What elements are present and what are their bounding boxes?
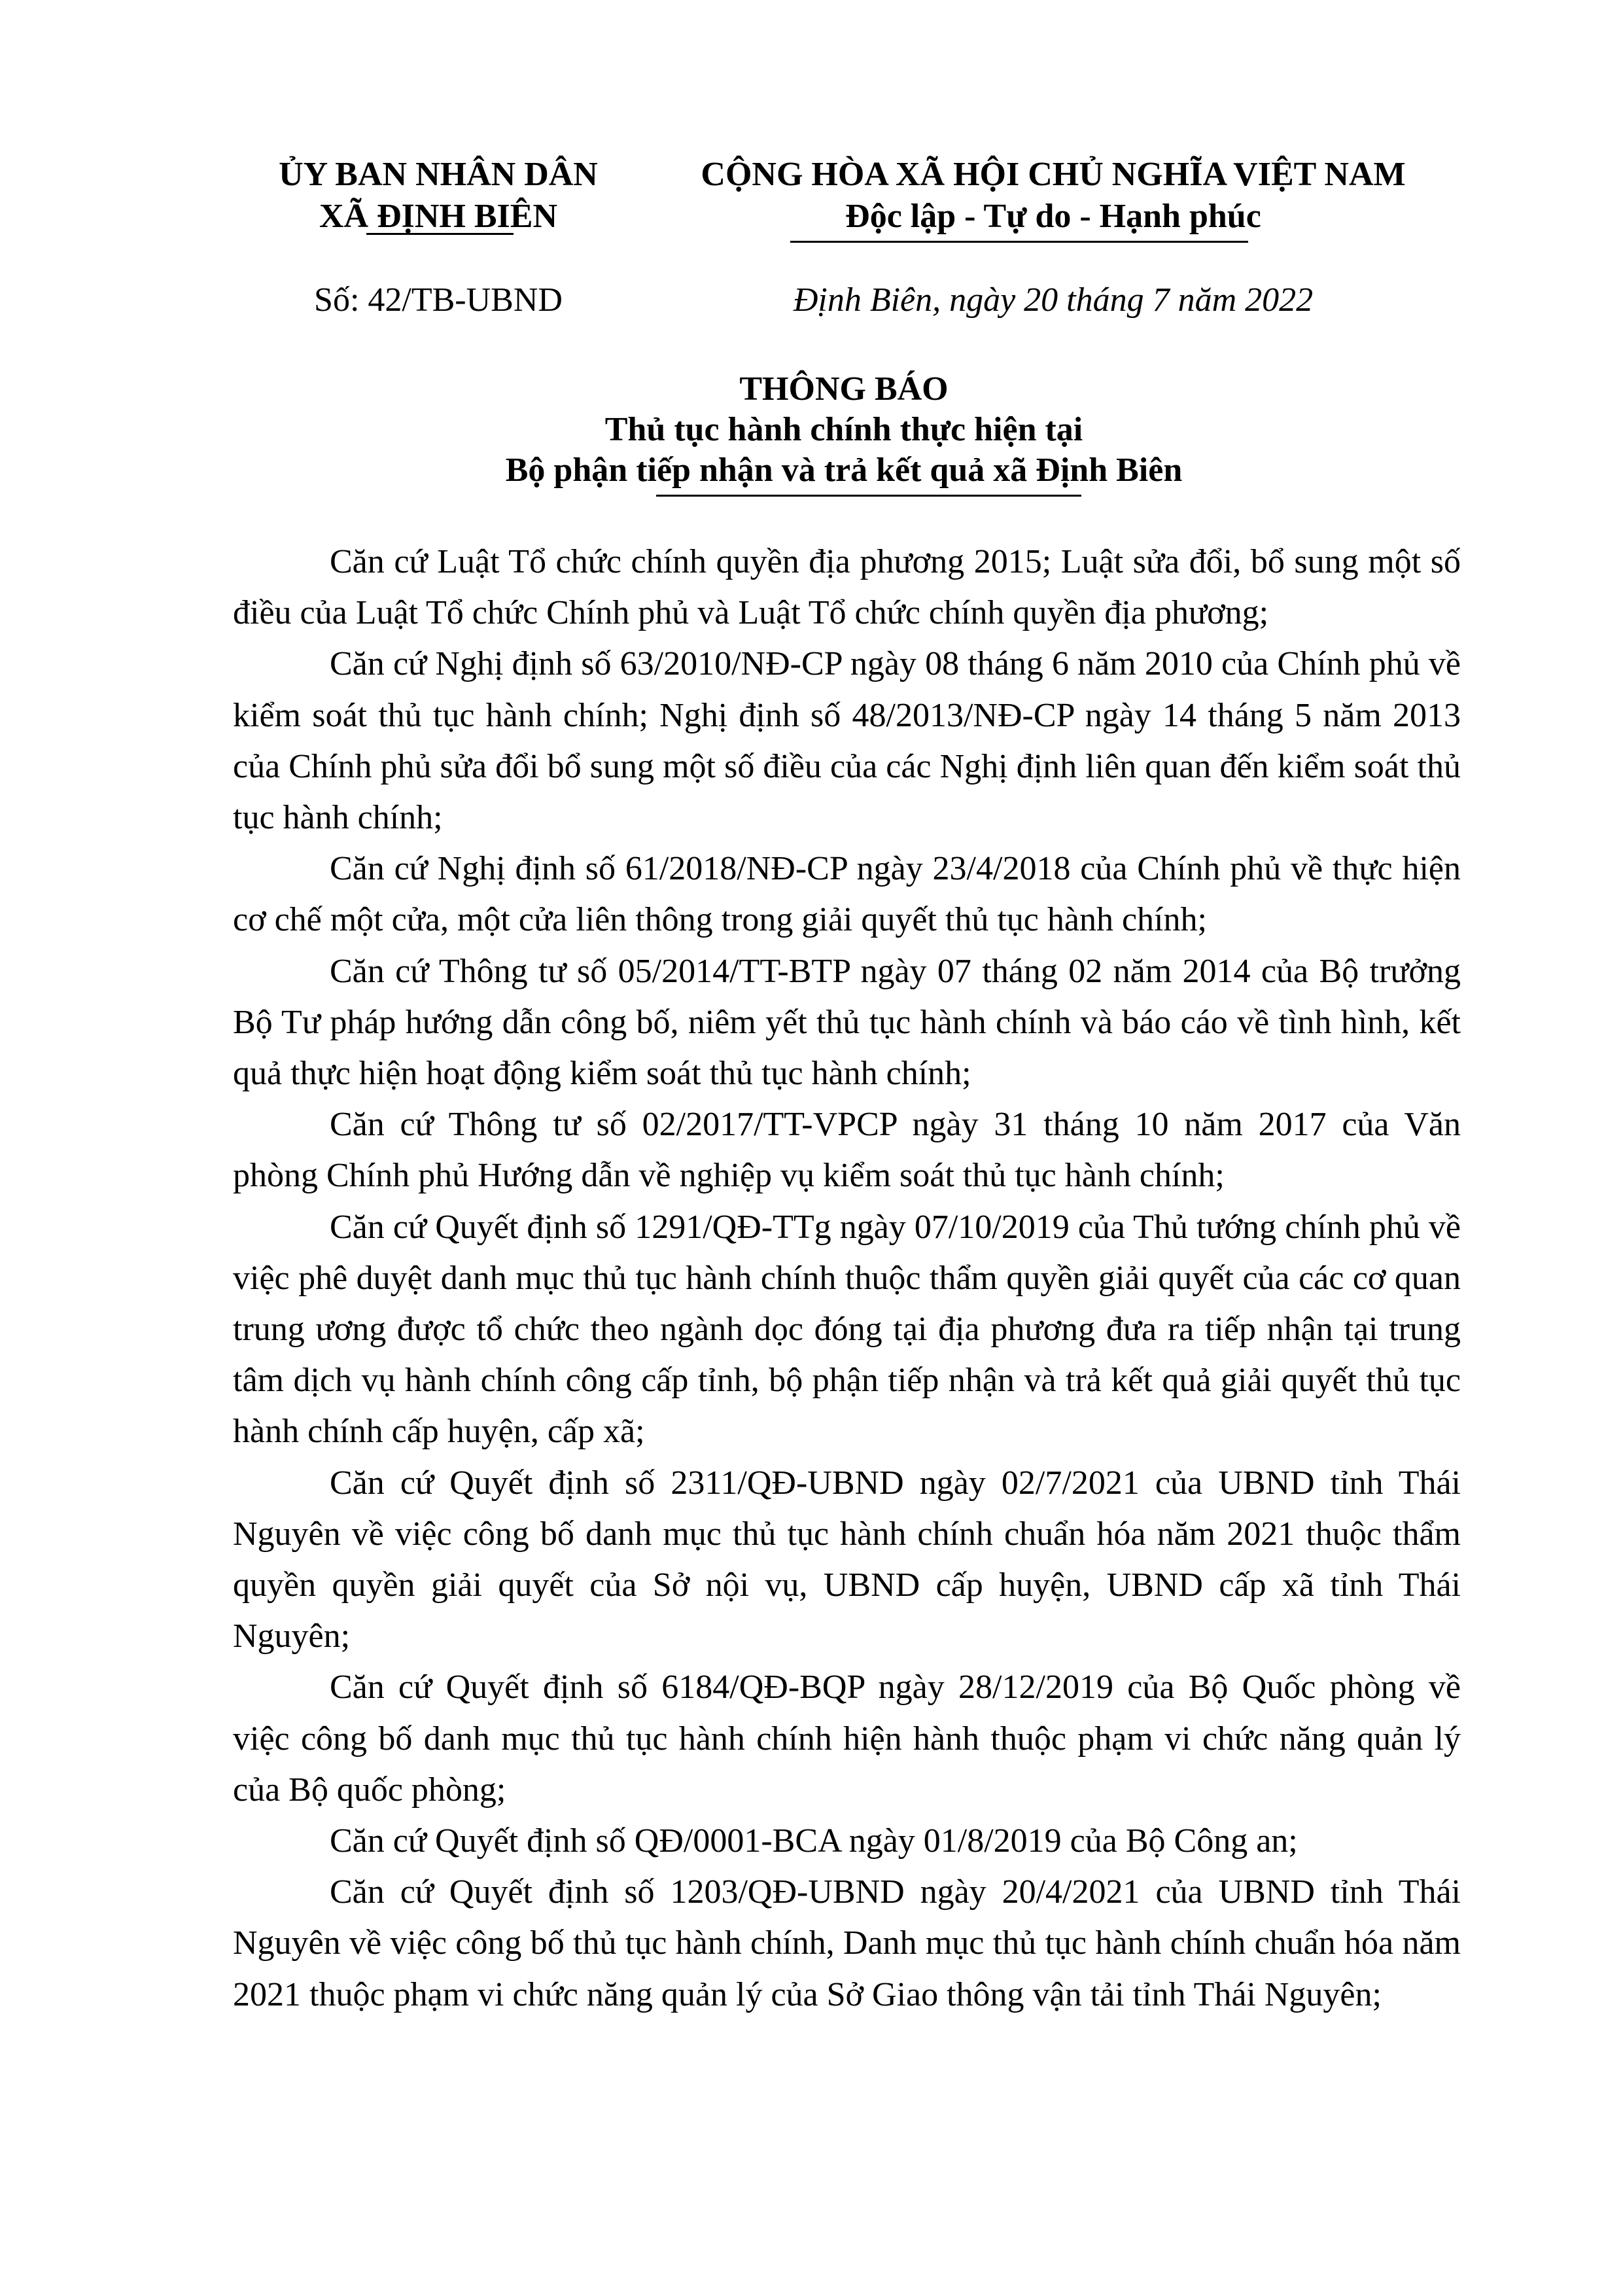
- document-subject-line2: Bộ phận tiếp nhận và trả kết quả xã Định Biên: [505, 451, 1183, 489]
- legal-basis-paragraph: Căn cứ Nghị định số 61/2018/NĐ-CP ngày 23/4/2018 của Chính phủ về thực hiện cơ chế một cửa, một cửa liên thông trong giải quyết thủ tục hành chính;: [233, 850, 1461, 939]
- authority-underline: [366, 233, 514, 235]
- national-motto: Độc lập - Tự do - Hạnh phúc: [845, 198, 1261, 235]
- legal-basis-paragraph: Căn cứ Quyết định số 2311/QĐ-UBND ngày 02/7/2021 của UBND tỉnh Thái Nguyên về việc công bố danh mục thủ tục hành chính chuẩn hóa năm 2021 thuộc thẩm quyền quyền giải quyết của Sở nội vụ, UBND cấp huyện, UBND cấp xã tỉnh Thái Nguyên;: [233, 1464, 1461, 1655]
- legal-basis-paragraph: Căn cứ Quyết định số 1203/QĐ-UBND ngày 20/4/2021 của UBND tỉnh Thái Nguyên về việc công bố thủ tục hành chính, Danh mục thủ tục hành chính chuẩn hóa năm 2021 thuộc phạm vi chức năng quản lý của Sở Giao thông vận tải tỉnh Thái Nguyên;: [233, 1873, 1461, 2013]
- legal-basis-paragraph: Căn cứ Thông tư số 05/2014/TT-BTP ngày 07 tháng 02 năm 2014 của Bộ trưởng Bộ Tư pháp hướng dẫn công bố, niêm yết thủ tục hành chính và báo cáo về tình hình, kết quả thực hiện hoạt động kiểm soát thủ tục hành chính;: [233, 952, 1461, 1093]
- document-number: Số: 42/TB-UBND: [314, 281, 563, 319]
- document-type: THÔNG BÁO: [739, 370, 949, 408]
- national-title: CỘNG HÒA XÃ HỘI CHỦ NGHĨA VIỆT NAM: [701, 156, 1406, 193]
- legal-basis-paragraph: Căn cứ Quyết định số QĐ/0001-BCA ngày 01/8/2019 của Bộ Công an;: [330, 1822, 1298, 1860]
- issuing-authority: ỦY BAN NHÂN DÂN: [279, 156, 598, 193]
- motto-underline: [790, 241, 1248, 243]
- document-subject: Thủ tục hành chính thực hiện tại: [604, 411, 1083, 448]
- legal-basis-paragraph: Căn cứ Nghị định số 63/2010/NĐ-CP ngày 08 tháng 6 năm 2010 của Chính phủ về kiểm soát thủ tục hành chính; Nghị định số 48/2013/NĐ-CP ngày 14 tháng 5 năm 2013 của Chính phủ sửa đổi bổ sung một số điều của các Nghị định liên quan đến kiểm soát thủ tục hành chính;: [233, 645, 1461, 837]
- legal-basis-paragraph: Căn cứ Thông tư số 02/2017/TT-VPCP ngày 31 tháng 10 năm 2017 của Văn phòng Chính phủ Hướng dẫn về nghiệp vụ kiểm soát thủ tục hành chính;: [233, 1106, 1461, 1195]
- place-and-date: Định Biên, ngày 20 tháng 7 năm 2022: [793, 281, 1314, 319]
- legal-basis-paragraph: Căn cứ Luật Tổ chức chính quyền địa phương 2015; Luật sửa đổi, bổ sung một số điều của Luật Tổ chức Chính phủ và Luật Tổ chức chính quyền địa phương;: [233, 543, 1461, 632]
- document-body: [233, 537, 1461, 2021]
- title-underline: [656, 495, 1081, 497]
- legal-basis-paragraph: Căn cứ Quyết định số 6184/QĐ-BQP ngày 28/12/2019 của Bộ Quốc phòng về việc công bố danh mục thủ tục hành chính hiện hành thuộc phạm vi chức năng quản lý của Bộ quốc phòng;: [233, 1669, 1461, 1809]
- issuing-commune: XÃ ĐỊNH BIÊN: [319, 198, 558, 235]
- legal-basis-paragraph: Căn cứ Quyết định số 1291/QĐ-TTg ngày 07/10/2019 của Thủ tướng chính phủ về việc phê duyệt danh mục thủ tục hành chính thuộc thẩm quyền giải quyết của các cơ quan trung ương được tổ chức theo ngành dọc đóng tại địa phương đưa ra tiếp nhận tại trung tâm dịch vụ hành chính công cấp tỉnh, bộ phận tiếp nhận và trả kết quả giải quyết thủ tục hành chính cấp huyện, cấp xã;: [233, 1208, 1461, 1451]
